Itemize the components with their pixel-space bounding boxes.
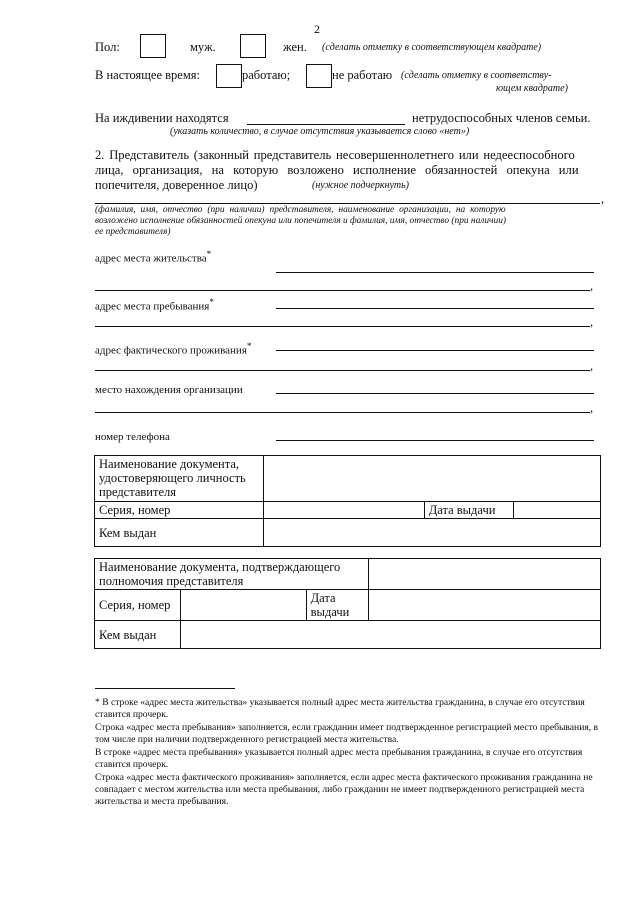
id-doc-name-field[interactable] <box>263 456 600 502</box>
id-issue-date-label: Дата выдачи <box>424 502 514 519</box>
not-working-checkbox[interactable] <box>306 64 332 88</box>
footnote-2: Строка «адрес места пребывания» заполняется, если гражданин имеет подтвержденное регистрацией место пребывания, в том числе при наличии подтвержденного регистрацией места жительства. <box>95 722 599 746</box>
dependents-suffix: нетрудоспособных членов семьи. <box>412 111 591 125</box>
phone-field[interactable] <box>276 440 594 441</box>
organization-location-field-1[interactable] <box>276 393 594 394</box>
actual-address-label: адрес фактического проживания* <box>95 341 252 357</box>
comma: , <box>590 401 594 415</box>
stay-field-1[interactable] <box>276 308 594 309</box>
name-note-1: (фамилия, имя, отчество (при наличии) представителя, наименование организации, на которую <box>95 205 506 215</box>
authority-issued-by-label: Кем выдан <box>95 621 181 649</box>
phone-label: номер телефона <box>95 431 170 443</box>
residence-field-2[interactable] <box>95 290 590 291</box>
female-checkbox[interactable] <box>240 34 266 58</box>
page-number: 2 <box>314 22 320 36</box>
authority-issue-date-label: Дата выдачи <box>306 590 368 621</box>
dependents-label: На иждивении находятся <box>95 111 229 125</box>
authority-series-label: Серия, номер <box>95 590 181 621</box>
not-working-label: не работаю <box>332 68 393 82</box>
comma: , <box>590 279 594 293</box>
authority-issue-date-field[interactable] <box>368 590 600 621</box>
employment-label: В настоящее время: <box>95 68 200 82</box>
representative-line-1: 2. Представитель (законный представитель несовершеннолетнего или недееспособного <box>95 148 575 162</box>
male-checkbox[interactable] <box>140 34 166 58</box>
stay-field-2[interactable] <box>95 326 590 327</box>
dependents-count-field[interactable] <box>247 124 405 125</box>
comma: , <box>590 359 594 373</box>
id-issued-by-field[interactable] <box>263 519 600 547</box>
authority-doc-name-field[interactable] <box>368 559 600 590</box>
authority-document-table <box>94 558 601 649</box>
representative-line-3: попечителя, доверенное лицо) <box>95 178 258 192</box>
footnote-3: В строке «адрес места пребывания» указывается полный адрес места пребывания гражданина, в случае его отсутствия ставится прочерк. <box>95 747 583 771</box>
male-label: муж. <box>190 40 216 54</box>
female-label: жен. <box>283 40 307 54</box>
name-note-2: возложено исполнение обязанностей опекуна или попечителя и фамилия, имя, отчество (при наличии) <box>95 216 507 226</box>
representative-name-field[interactable] <box>95 203 600 204</box>
working-checkbox[interactable] <box>216 64 242 88</box>
id-series-field[interactable] <box>263 502 424 519</box>
footnote-4: Строка «адрес места фактического проживания» заполняется, если адрес места фактического проживания гражданина не совпадает с местом жительства или места пребывания, либо гражданин не имеет подтвержденного регистрацией места жительства и места пребывания. <box>95 772 593 808</box>
actual-address-field-2[interactable] <box>95 370 590 371</box>
authority-series-field[interactable] <box>180 590 306 621</box>
stay-label: адрес места пребывания* <box>95 297 214 313</box>
id-doc-name-label: Наименование документа, удостоверяющего личность представителя <box>95 456 264 502</box>
id-issue-date-field[interactable] <box>514 502 601 519</box>
organization-location-field-2[interactable] <box>95 412 590 413</box>
name-note-3: ее представителя) <box>95 227 171 237</box>
representative-underline-note: (нужное подчеркнуть) <box>312 180 409 191</box>
gender-label: Пол: <box>95 40 120 54</box>
employment-note-1: (сделать отметку в соответству- <box>401 70 552 81</box>
employment-note-2: ющем квадрате) <box>496 83 568 94</box>
footnote-1: * В строке «адрес места жительства» указывается полный адрес места жительства гражданина, в случае его отсутствия ставится прочерк. <box>95 697 585 721</box>
residence-label: адрес места жительства* <box>95 249 212 265</box>
id-document-table <box>94 455 601 547</box>
authority-issued-by-field[interactable] <box>180 621 600 649</box>
comma: , <box>601 192 605 206</box>
representative-line-2: лица, организация, на которую возложено исполнение обязанностей опекуна или <box>95 163 579 177</box>
actual-address-field-1[interactable] <box>276 350 594 351</box>
gender-note: (сделать отметку в соответствующем квадрате) <box>322 42 542 53</box>
comma: , <box>590 315 594 329</box>
organization-location-label: место нахождения организации <box>95 384 243 396</box>
dependents-note: (указать количество, в случае отсутствия указывается слово «нет») <box>170 126 470 137</box>
id-issued-by-label: Кем выдан <box>95 519 264 547</box>
footnote-divider <box>95 688 235 689</box>
residence-field-1[interactable] <box>276 272 594 273</box>
id-series-label: Серия, номер <box>95 502 264 519</box>
authority-doc-name-label: Наименование документа, подтверждающего полномочия представителя <box>95 559 369 590</box>
working-label: работаю; <box>242 68 291 82</box>
